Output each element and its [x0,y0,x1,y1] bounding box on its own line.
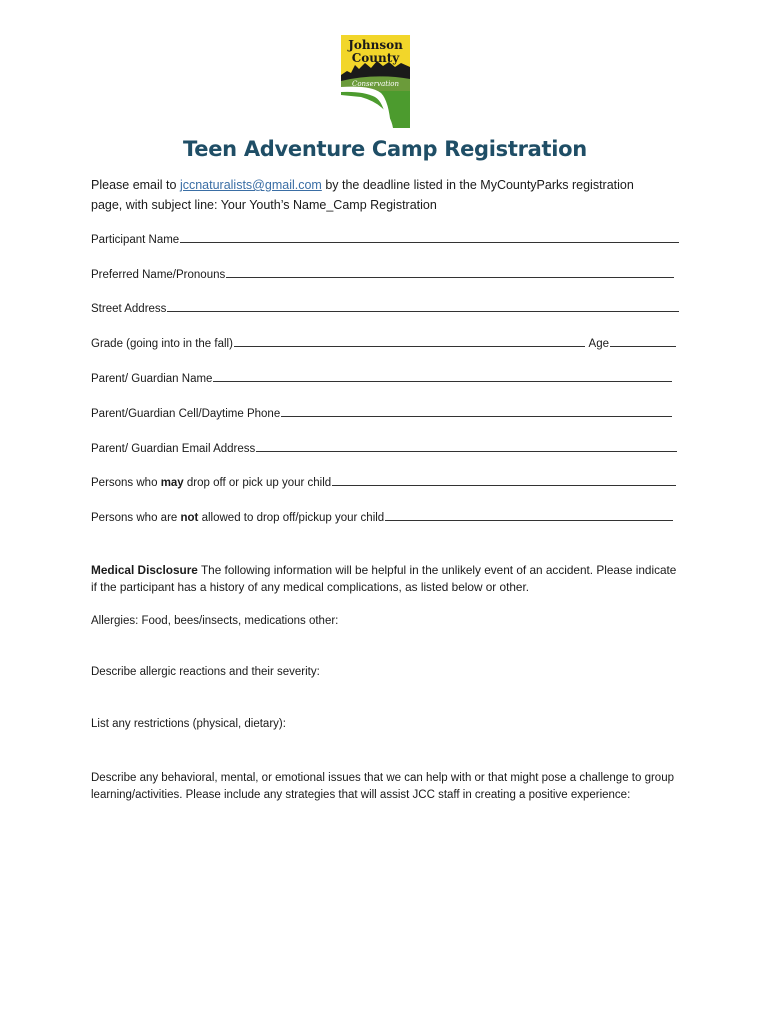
street-address-label: Street Address [91,303,167,315]
logo-line3: Conservation [351,80,400,88]
page-title: Teen Adventure Camp Registration [183,137,587,161]
not-pickup-label [91,512,384,524]
grade-line[interactable] [234,336,585,347]
guardian-phone-label: Parent/Guardian Cell/Daytime Phone [91,408,281,420]
may-bold: may [160,477,184,489]
not-suffix: allowed to drop off/pickup your child [198,512,385,524]
may-pickup-line[interactable] [332,475,676,486]
behavioral-question: Describe any behavioral, mental, or emotional issues that we can help with or that might pose a challenge to group learning/activities. Please include any strategies that will assist JCC staff in creating a positive experience: [91,772,674,801]
participant-name-label: Participant Name [91,234,180,246]
guardian-name-label: Parent/ Guardian Name [91,373,213,385]
age-label: Age [588,338,609,350]
medical-heading: Medical Disclosure [91,563,198,577]
guardian-email-field[interactable] [91,441,677,455]
grade-age-field[interactable] [91,336,676,350]
participant-name-field[interactable] [91,232,679,246]
logo-line1: Johnson [348,38,403,52]
medical-text: The following information will be helpful in the unlikely event of an accident. Please indicate if the participant has a history of any medical complications, as listed below or other. [91,563,677,594]
preferred-name-field[interactable] [91,267,674,281]
guardian-phone-field[interactable] [91,406,672,420]
preferred-name-label: Preferred Name/Pronouns [91,269,226,281]
guardian-email-line[interactable] [256,441,677,452]
grade-label: Grade (going into in the fall) [91,338,233,350]
street-address-field[interactable] [91,301,679,315]
johnson-county-conservation-logo [341,35,410,128]
email-link[interactable]: jccnaturalists@gmail.com [179,178,322,192]
intro-suffix: by the deadline listed in the MyCountyParks registration page, with subject line: Your Youth’s Name_Camp Registration [91,178,634,212]
reactions-question: Describe allergic reactions and their severity: [91,666,320,678]
allergies-question: Allergies: Food, bees/insects, medications other: [91,615,339,627]
not-pickup-field[interactable] [91,510,673,524]
preferred-name-line[interactable] [226,267,674,278]
logo-line2: County [351,51,400,65]
may-suffix: drop off or pick up your child [183,477,332,489]
may-pickup-field[interactable] [91,475,676,489]
guardian-phone-line[interactable] [281,406,672,417]
intro-paragraph [91,175,651,215]
guardian-email-label: Parent/ Guardian Email Address [91,443,256,455]
logo-graphic [341,35,410,128]
participant-name-line[interactable] [180,232,679,243]
medical-disclosure [91,562,681,596]
not-pickup-line[interactable] [385,510,673,521]
may-pickup-label [91,477,331,489]
guardian-name-field[interactable] [91,371,672,385]
may-prefix: Persons who [91,477,161,489]
age-line[interactable] [610,336,676,347]
intro-prefix: Please email to [91,178,180,192]
street-address-line[interactable] [167,301,679,312]
guardian-name-line[interactable] [213,371,672,382]
not-bold: not [180,512,199,524]
restrictions-question: List any restrictions (physical, dietary): [91,718,286,730]
not-prefix: Persons who are [91,512,181,524]
